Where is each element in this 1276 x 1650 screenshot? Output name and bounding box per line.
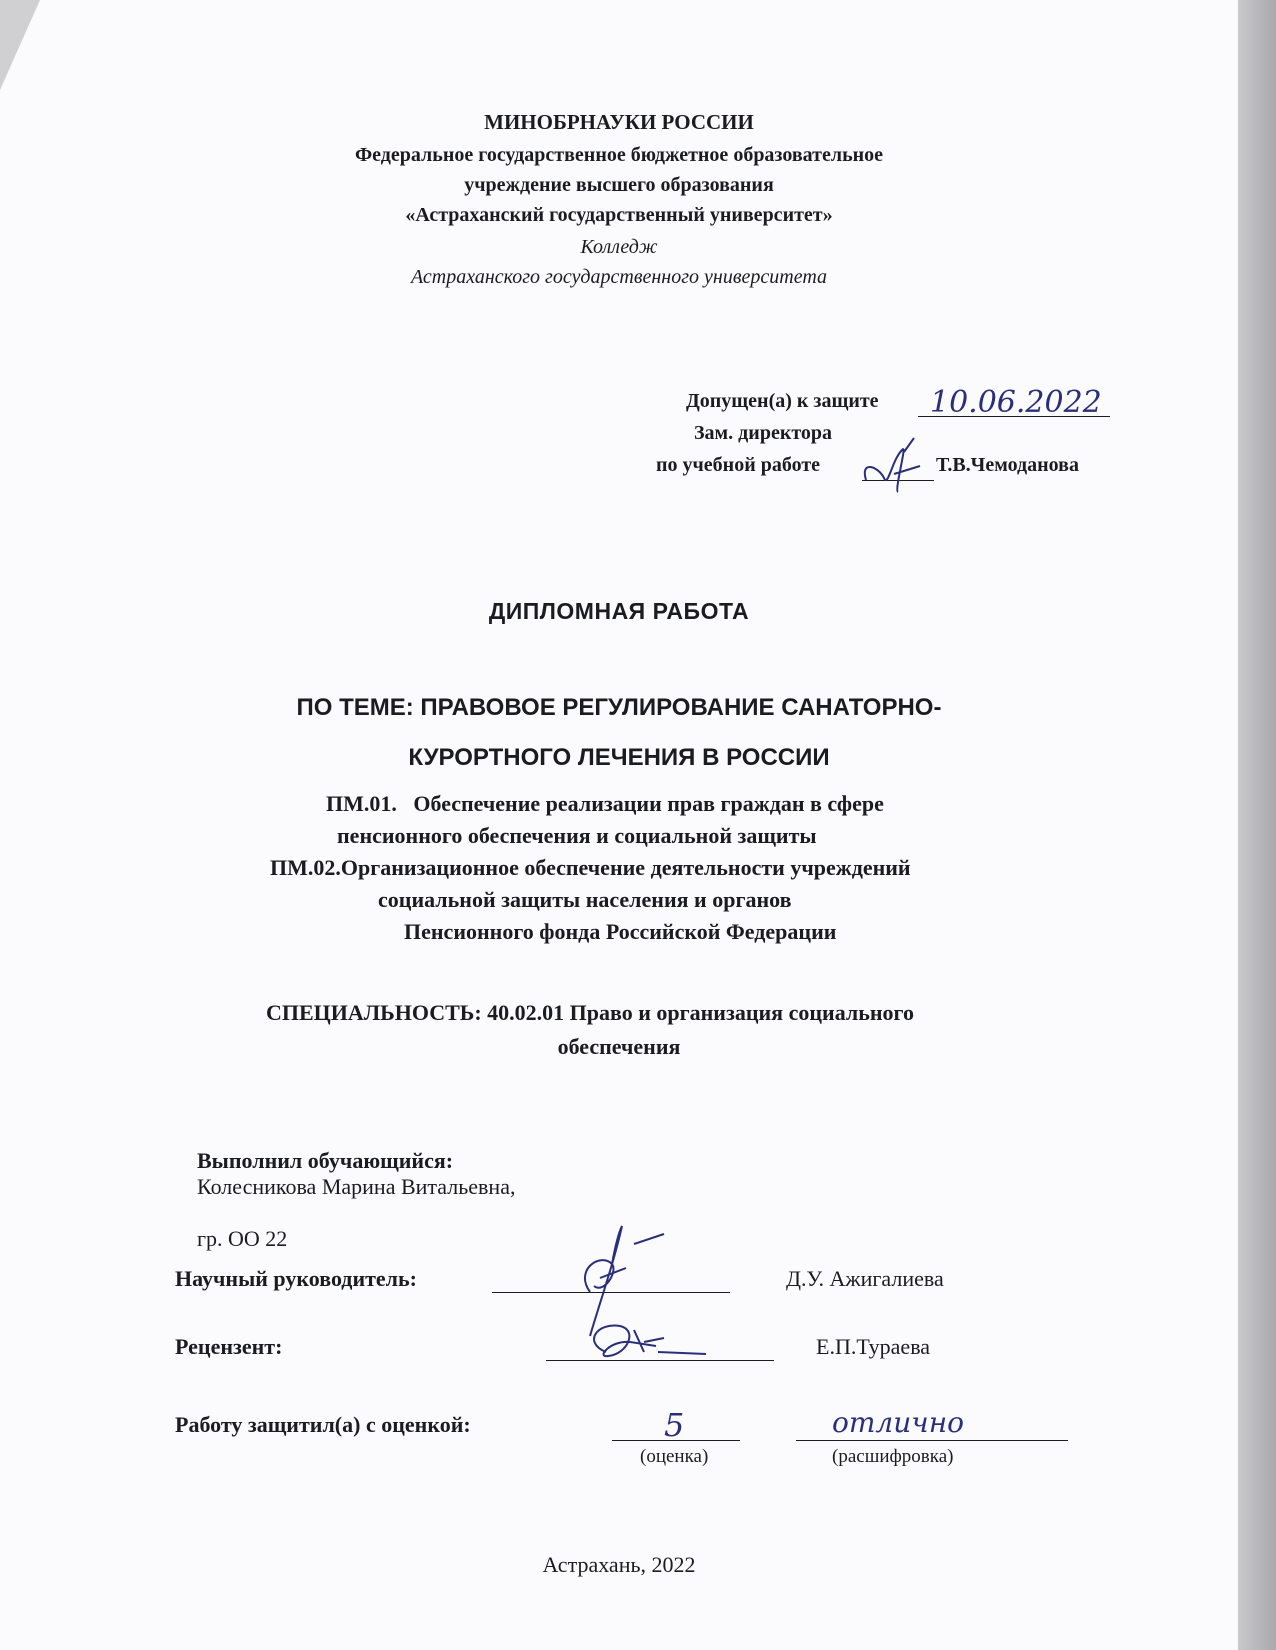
deputy-signature	[858, 430, 938, 500]
institution-line-1: Федеральное государственное бюджетное образовательное	[354, 144, 884, 166]
document-type-title: ДИПЛОМНАЯ РАБОТА	[488, 598, 750, 624]
deputy-director-label: Зам. директора	[694, 422, 833, 444]
handwritten-date	[926, 382, 1116, 422]
supervisor-name: Д.У. Ажигалиева	[786, 1266, 944, 1291]
reviewer-name: Е.П.Тураева	[816, 1334, 931, 1359]
reviewer-signature	[580, 1318, 720, 1368]
handwritten-date-text: 10.06.2022	[930, 385, 1102, 420]
folded-corner	[0, 0, 40, 90]
student-group: гр. ОО 22	[197, 1226, 288, 1251]
module-02-line-1: ПМ.02.Организационное обеспечение деятельности учреждений	[270, 855, 911, 880]
grade-words-caption: (расшифровка)	[832, 1446, 954, 1467]
grade-caption: (оценка)	[640, 1446, 709, 1467]
student-row	[175, 1122, 515, 1278]
module-02-line-3: Пенсионного фонда Российской Федерации	[404, 919, 837, 944]
topic-line-2: КУРОРТНОГО ЛЕЧЕНИЯ В РОССИИ	[408, 744, 830, 771]
supervisor-label: Научный руководитель:	[175, 1266, 417, 1291]
academic-work-label: по учебной работе	[656, 454, 821, 476]
handwritten-grade	[650, 1402, 710, 1444]
handwritten-grade-words-text: отлично	[832, 1406, 964, 1439]
university-name: «Астраханский государственный университет»	[405, 204, 833, 226]
student-label: Выполнил обучающийся:	[197, 1148, 454, 1173]
handwritten-grade-words	[826, 1402, 1026, 1444]
grade-label: Работу защитил(а) с оценкой:	[175, 1412, 471, 1437]
college-label: Колледж	[580, 236, 658, 258]
reviewer-label: Рецензент:	[175, 1334, 283, 1359]
scan-edge	[1238, 0, 1276, 1650]
topic-line-1: ПО ТЕМЕ: ПРАВОВОЕ РЕГУЛИРОВАНИЕ САНАТОРНО-	[296, 694, 942, 721]
specialty-line-1: СПЕЦИАЛЬНОСТЬ: 40.02.01 Право и организация социального	[266, 1000, 914, 1025]
college-university: Астраханского государственного университета	[410, 266, 828, 288]
admitted-label: Допущен(а) к защите	[686, 390, 879, 412]
module-01-line-1: ПМ.01. Обеспечение реализации прав граждан в сфере	[326, 791, 884, 816]
deputy-name: Т.В.Чемоданова	[936, 454, 1079, 476]
handwritten-grade-text: 5	[664, 1406, 685, 1444]
specialty-line-2: обеспечения	[557, 1034, 681, 1059]
student-name: Колесникова Марина Витальевна,	[197, 1174, 516, 1199]
institution-line-2: учреждение высшего образования	[464, 174, 774, 196]
module-02-line-2: социальной защиты населения и органов	[378, 887, 792, 912]
module-01-line-2: пенсионного обеспечения и социальной защиты	[337, 823, 817, 848]
ministry-title: МИНОБРНАУКИ РОССИИ	[484, 110, 754, 134]
city-year: Астрахань, 2022	[542, 1552, 696, 1577]
